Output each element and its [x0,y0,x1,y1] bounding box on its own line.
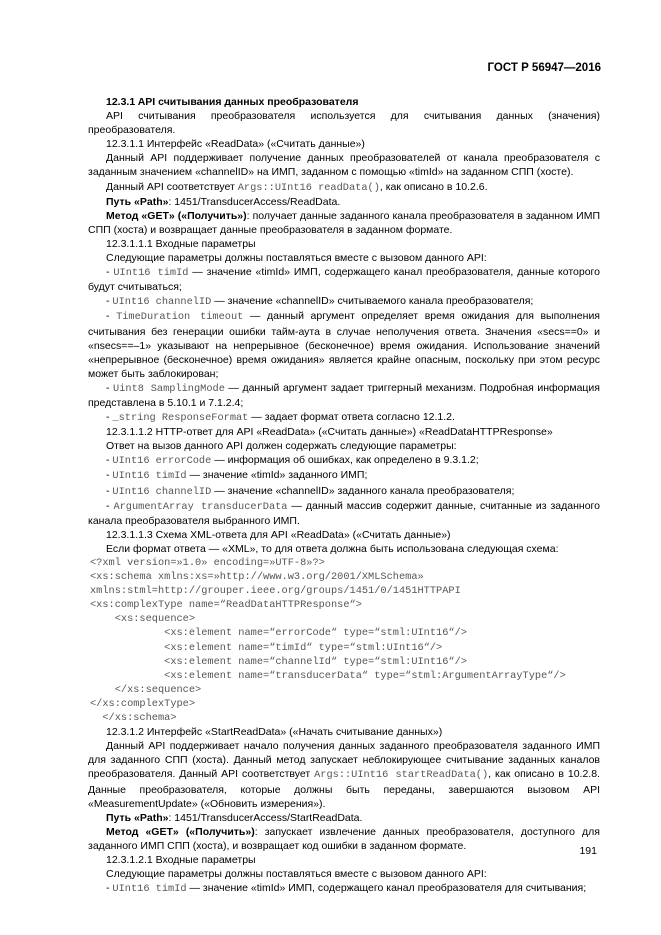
subsection-title: 12.3.1.2 Интерфейс «StartReadData» («Начать считывание данных») [106,726,443,739]
subsection-title: 12.3.1.1.1 Входные параметры [106,237,256,250]
method-label: Метод «GET» («Получить») [106,825,255,838]
path-value: : 1451/TransducerAccess/StartReadData. [168,811,363,824]
subsection-title: 12.3.1.1.2 HTTP-ответ для API «ReadData» («Считать данные») «ReadDataHTTPResponse» [106,426,553,439]
standard-number: ГОСТ Р 56947—2016 [487,62,601,74]
paragraph: API считывания преобразователя используется для считывания данных (значения) преобразователя. [88,110,600,137]
method-paragraph [88,209,600,237]
text: — значение «channelID» считываемого канала преобразователя; [211,295,534,308]
text: — данный аргумент задает триггерный механизм. Подробная информация представлена в 5.10.1 и 7.1.2.4; [88,381,600,409]
code-inline: UInt16 errorCode [112,455,212,468]
list-item [88,294,600,309]
dash: - [106,266,114,279]
list-item [88,265,600,294]
subsection-title: 12.3.1.1.3 Схема XML-ответа для API «ReadData» («Считать данные») [106,528,451,541]
code-line: <xs:complexType name=“ReadDataHTTPResponse“> [90,599,362,612]
code-line: <xs:element name=“channelId“ type=“stml:UInt16“/> [90,655,467,668]
code-line: <xs:schema xmlns:xs=»http://www.w3.org/2001/XMLSchema» [90,571,424,584]
code-line: <xs:element name=“timId“ type=“stml:UInt16“/> [90,641,443,654]
text: — данный аргумент определяет время ожидания для выполнения считывания без генерации ошибки тайм-аута в случае неполучения ответа. Значения «secs==0» и «nsecs==–1» указывают на непрерывное (бесконечное) время ожидания. Использование значений «непрерывное (бесконечное) время ожидания» является крайне опасным, поскольку при этом ресурс может быть заблокирован; [88,310,600,380]
list-item [88,881,600,896]
method-text: : запускает извлечение данных преобразователя, доступного для заданного ИМП СПП (хоста), и возвращает код ошибки в заданном формате. [88,825,600,852]
path-paragraph [88,811,600,825]
subsection-title: 12.3.1.1 Интерфейс «ReadData» («Считать данные») [106,138,365,151]
paragraph [88,739,600,810]
text: — значение «channelID» заданного канала преобразователя; [211,484,515,497]
list-item [88,410,600,425]
text: — данный массив содержит данные, считанные из заданного канала преобразователя выбранного ИМП. [88,499,600,527]
text: — информация об ошибках, как определено в 9.3.1.2; [211,454,479,467]
subsection-title: 12.3.1.2.1 Входные параметры [106,853,256,866]
paragraph: Если формат ответа — «XML», то для ответа должна быть использована следующая схема: [106,542,559,555]
paragraph: Данный API поддерживает получение данных преобразователей от канала преобразователя с заданным значением «channelID» на ИМП, заданном с помощью «timId» на заданном СПП (хосте). [88,152,600,179]
method-paragraph [88,825,600,853]
dash: - [106,469,113,482]
code-line: </xs:schema> [90,712,177,725]
paragraph: Ответ на вызов данного API должен содержать следующие параметры: [106,440,457,453]
code-inline: Uint8 SamplingMode [113,382,225,395]
code-line: <xs:element name=“errorCode“ type=“stml:UInt16“/> [90,627,467,640]
code-inline: UInt16 channelID [112,296,212,309]
paragraph: Следующие параметры должны поставляться вместе с вызовом данного API: [106,252,487,265]
code-line: xmlns:stml=http://grouper.ieee.org/groups/1451/0/1451HTTPAPI [90,585,461,598]
text: — задает формат ответа согласно 12.1.2. [248,411,455,424]
method-text: : получает данные заданного канала преобразователя в заданном ИМП СПП (хоста) и возвращает данные преобразователя в заданном формате. [88,209,600,236]
path-label: Путь «Path» [106,195,169,208]
code-line: </xs:complexType> [90,697,196,710]
paragraph [88,180,600,195]
list-item [88,453,600,468]
text: , как описано в 10.2.6. [379,180,488,193]
code-inline: UInt16 timId [113,267,189,280]
code-line: </xs:sequence> [90,683,202,696]
code-inline: UInt16 timId [112,883,187,896]
code-inline: ArgumentArray transducerData [113,500,288,513]
text: Данный API соответствует [106,180,238,193]
dash: - [106,882,113,895]
path-paragraph [88,195,600,209]
path-label: Путь «Path» [106,811,169,824]
code-line: <xs:element name=“transducerData“ type=“stml:ArgumentArrayType“/> [90,669,566,682]
dash: - [106,310,117,323]
paragraph: Следующие параметры должны поставляться вместе с вызовом данного API: [106,868,487,881]
code-inline: Args::UInt16 startReadData() [314,769,489,782]
code-line: <?xml version=»1.0» encoding=»UTF-8»?> [90,557,325,569]
text: Данный API поддерживает начало получения данных заданного преобразователя заданного ИМП для заданного СПП (хоста). Данный метод запускает неблокирующее считывание заданных каналов преобразователя. Данный API соответствует [88,740,600,781]
page-number: 191 [579,845,597,857]
text: — значение «timId» ИМП, содержащего канал преобразователя, данные которого будут считываться; [88,266,600,294]
xml-schema-block [88,556,600,725]
text: — значение «timId» ИМП, содержащего канал преобразователя для считывания; [186,882,587,895]
dash: - [106,381,114,394]
dash: - [106,295,113,308]
dash: - [106,411,113,424]
list-item [88,499,600,528]
section-heading: 12.3.1 API считывания данных преобразователя [106,96,359,108]
path-value: : 1451/TransducerAccess/ReadData. [168,195,341,208]
dash: - [106,484,113,497]
list-item [88,468,600,483]
dash: - [106,499,114,512]
code-inline: UInt16 channelID [112,485,212,498]
list-item [88,309,600,380]
code-inline: Args::UInt16 readData() [237,181,380,194]
code-inline: UInt16 timId [112,470,187,483]
code-inline: _string ResponseFormat [112,412,249,425]
dash: - [106,454,113,467]
method-label: Метод «GET» («Получить») [106,209,247,222]
code-line: <xs:sequence> [90,613,196,626]
list-item [88,381,600,410]
code-inline: TimeDuration timeout [116,311,244,324]
text: , как описано в 10.2.8. Данные преобразователя, которые должны быть переданы, завершаются вызовом API «MeasurementUpdate» («Обновить измерения»). [88,768,600,810]
text: — значение «timId» заданного ИМП; [186,469,368,482]
list-item [88,484,600,499]
document-body [88,95,600,896]
